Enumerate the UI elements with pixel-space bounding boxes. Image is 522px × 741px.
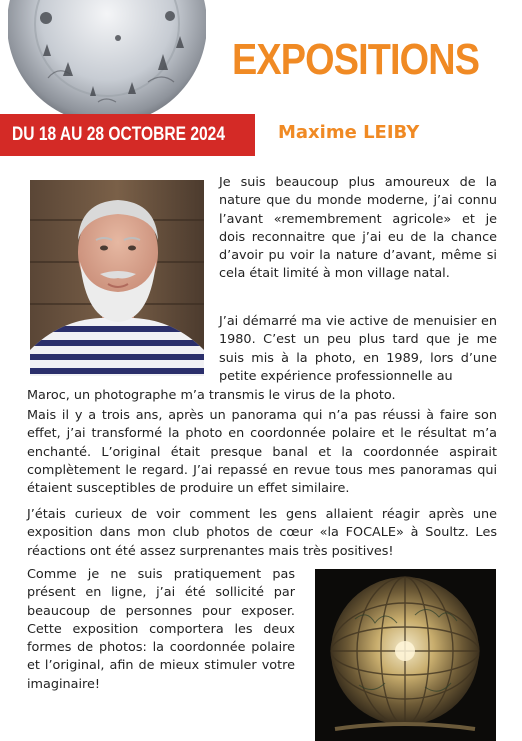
date-banner-text: DU 18 AU 28 OCTOBRE 2024	[12, 124, 226, 145]
paragraph-exhibition-content: Comme je ne suis pratiquement pas présent en ligne, j’ai été sollicité par beaucoup de personnes pour exposer. Cette exposition comportera les deux formes de photos: la coordonnée polaire et l’original, afin de mieux stimuler votre imaginaire!	[27, 567, 295, 692]
paragraph-intro: Je suis beaucoup plus amoureux de la nature que du monde moderne, j’ai connu l’avant «remembrement agricole» et je dois reconnaitre que j’ai eu de la chance d’avoir pu voir la nature d’avant, même si cela était limité à mon village natal.	[219, 175, 497, 282]
decorative-polar-photo-disc	[8, 0, 206, 128]
paragraph-polar-discovery: Mais il y a trois ans, après un panorama qui n’a pas réussi à faire son effet, j’ai transformé la photo en coordonnée polaire et le résultat m’a enchanté. L’original était presque banal et la coordonnée aspirait complètement le regard. J’ai repassé en revue tous mes panoramas qui étaient susceptibles de produire un effet similaire.	[27, 408, 497, 497]
paragraph-club-exhibition: J’étais curieux de voir comment les gens allaient réagir après une exposition dans mon club photos de cœur «la FOCALE» à Soultz. Les réactions ont été assez surprenantes mais très positives!	[27, 507, 497, 559]
page-title: EXPOSITIONS	[232, 35, 480, 84]
author-portrait-photo	[30, 180, 204, 376]
author-name: Maxime LEIBY	[278, 122, 420, 143]
polar-sphere-photo	[315, 569, 496, 741]
paragraph-career-continued: Maroc, un photographe m’a transmis le virus de la photo.	[27, 388, 396, 403]
date-banner	[0, 114, 255, 156]
paragraph-career: J’ai démarré ma vie active de menuisier en 1980. C’est un peu plus tard que je me suis mis à la photo, en 1989, lors d’une petite expérience professionnelle au	[219, 314, 497, 384]
